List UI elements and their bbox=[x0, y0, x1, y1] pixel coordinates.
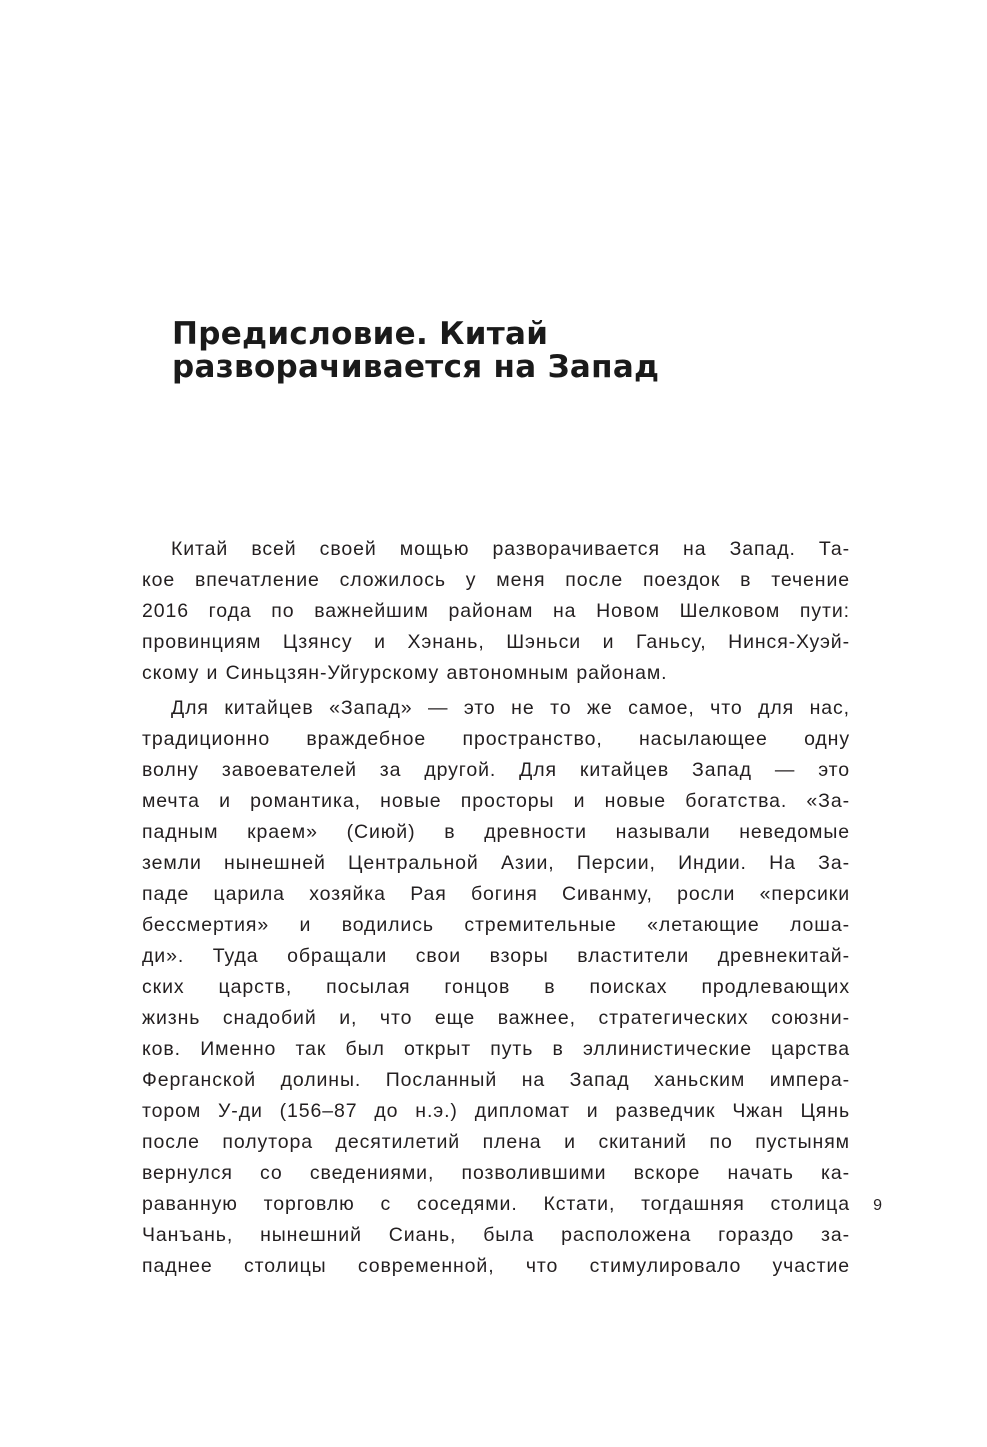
text-line: Для китайцев «Запад» — это не то же самое, что для нас, bbox=[171, 697, 850, 719]
text-line: жизнь снадобий и, что еще важнее, стратегических союзни- bbox=[142, 1007, 850, 1029]
text-line: земли нынешней Центральной Азии, Персии, Индии. На За- bbox=[142, 852, 850, 874]
text-line: вернулся со сведениями, позволившими вскоре начать ка- bbox=[142, 1162, 850, 1184]
text-line: бессмертия» и водились стремительные «летающие лоша- bbox=[142, 914, 850, 936]
text-line: скому и Синьцзян-Уйгурскому автономным районам. bbox=[142, 662, 668, 684]
text-line: мечта и романтика, новые просторы и новые богатства. «За- bbox=[142, 790, 850, 812]
text-line: 2016 года по важнейшим районам на Новом Шелковом пути: bbox=[142, 600, 850, 622]
chapter-title-line: разворачивается на Запад bbox=[172, 349, 660, 385]
text-line: Ферганской долины. Посланный на Запад ханьским импера- bbox=[142, 1069, 850, 1091]
text-line: паде царила хозяйка Рая богиня Сиванму, росли «персики bbox=[142, 883, 850, 905]
body-text bbox=[142, 534, 850, 1282]
text-line: традиционно враждебное пространство, насылающее одну bbox=[142, 728, 850, 750]
text-line: после полутора десятилетий плена и скитаний по пустыням bbox=[142, 1131, 850, 1153]
text-line: Китай всей своей мощью разворачивается на Запад. Та- bbox=[171, 538, 850, 560]
paragraph-2 bbox=[142, 693, 850, 1282]
text-line: волну завоевателей за другой. Для китайцев Запад — это bbox=[142, 759, 850, 781]
page-number: 9 bbox=[873, 1197, 882, 1214]
text-line: ских царств, посылая гонцов в поисках продлевающих bbox=[142, 976, 850, 998]
text-line: паднее столицы современной, что стимулировало участие bbox=[142, 1255, 850, 1277]
text-line: ков. Именно так был открыт путь в эллинистические царства bbox=[142, 1038, 850, 1060]
text-line: тором У-ди (156–87 до н.э.) дипломат и разведчик Чжан Цянь bbox=[142, 1100, 850, 1122]
text-line: падным краем» (Сиюй) в древности называли неведомые bbox=[142, 821, 850, 843]
paragraph-1 bbox=[142, 534, 850, 689]
text-line: Чанъань, нынешний Сиань, была расположена гораздо за- bbox=[142, 1224, 850, 1246]
text-line: кое впечатление сложилось у меня после поездок в течение bbox=[142, 569, 850, 591]
text-line: раванную торговлю с соседями. Кстати, тогдашняя столица bbox=[142, 1193, 850, 1215]
text-line: ди». Туда обращали свои взоры властители древнекитай- bbox=[142, 945, 850, 967]
chapter-title bbox=[172, 318, 812, 384]
text-line: провинциям Цзянсу и Хэнань, Шэньси и Ганьсу, Нинся-Хуэй- bbox=[142, 631, 850, 653]
chapter-title-line: Предисловие. Китай bbox=[172, 316, 549, 352]
